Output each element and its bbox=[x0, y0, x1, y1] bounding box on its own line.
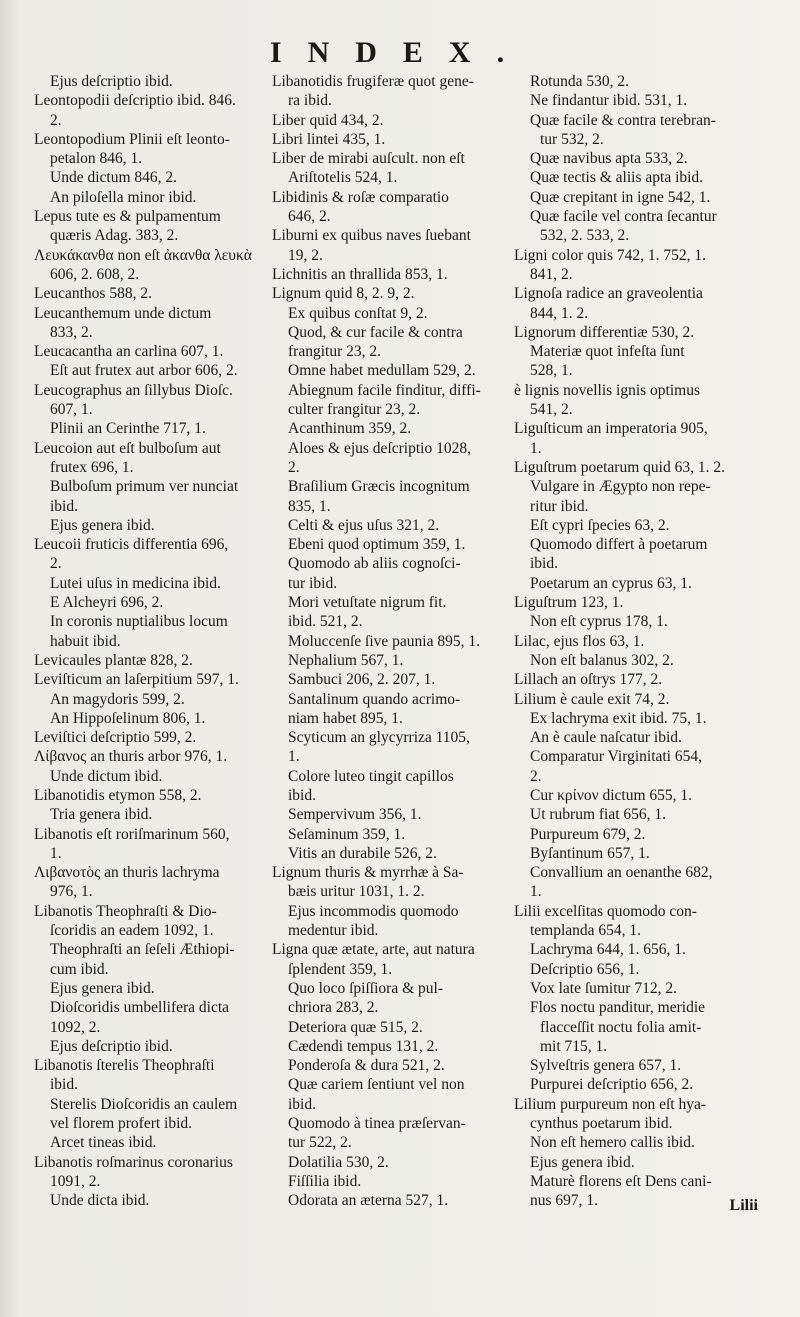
index-subentry: Bulboſum primum ver nunciat bbox=[50, 478, 239, 496]
index-subentry: cum ibid. bbox=[50, 960, 109, 978]
index-subentry: ibid. bbox=[50, 497, 78, 515]
index-entry: Λευκάκανθα non eſt ἀκανθα λευκὰ bbox=[34, 246, 252, 264]
index-subentry: Fiſſilia ibid. bbox=[288, 1172, 362, 1190]
index-column-left bbox=[34, 72, 270, 1211]
index-subentry: Dolatilia 530, 2. bbox=[288, 1153, 389, 1171]
index-subentry: Braſilium Græcis incognitum bbox=[288, 478, 470, 496]
index-entry: Lichnitis an thrallida 853, 1. bbox=[272, 265, 448, 283]
index-subentry: 2. bbox=[288, 458, 300, 476]
index-subentry: Quæ tectis & aliis apta ibid. bbox=[530, 169, 704, 187]
index-subentry: ibid. bbox=[50, 1076, 78, 1094]
index-entry: Libanotis eſt roriſmarinum 560, bbox=[34, 825, 230, 843]
index-subentry: Acanthinum 359, 2. bbox=[288, 420, 412, 438]
index-entry: Ligna quæ ætate, arte, aut natura bbox=[272, 941, 475, 959]
index-subentry: quæris Adag. 383, 2. bbox=[50, 227, 179, 245]
index-subentry: Ex lachryma exit ibid. 75, 1. bbox=[530, 709, 707, 727]
index-subentry: Sylveſtris genera 657, 1. bbox=[530, 1057, 682, 1075]
index-entry: Ligni color quis 742, 1. 752, 1. bbox=[514, 246, 707, 264]
index-entry: Libanotis roſmarinus coronarius bbox=[34, 1153, 233, 1171]
index-subentry: Moluccenſe ſive paunia 895, 1. bbox=[288, 632, 480, 650]
index-subentry: Poetarum an cyprus 63, 1. bbox=[530, 574, 692, 592]
index-subentry: 1. bbox=[288, 748, 300, 766]
index-entry: Leontopodium Plinii eſt leonto- bbox=[34, 130, 230, 148]
index-subentry: An magydoris 599, 2. bbox=[50, 690, 185, 708]
index-entry: Lignum thuris & myrrhæ à Sa- bbox=[272, 864, 464, 882]
index-subentry: Rotunda 530, 2. bbox=[530, 73, 630, 90]
index-entry: Lignum quid 8, 2. 9, 2. bbox=[272, 285, 415, 303]
index-subentry: 835, 1. bbox=[288, 497, 331, 515]
index-subentry: ibid. bbox=[288, 786, 316, 804]
index-subentry: Abiegnum facile finditur, diffi- bbox=[288, 381, 481, 399]
index-entry: Liburni ex quibus naves ſuebant bbox=[272, 227, 471, 245]
index-subentry: Ponderoſa & dura 521, 2. bbox=[288, 1057, 445, 1075]
index-entry: Libanotis Theophraſti & Dio- bbox=[34, 902, 217, 920]
index-subentry: chriora 283, 2. bbox=[288, 999, 379, 1017]
index-subentry: Materiæ quot infeſta ſunt bbox=[530, 343, 685, 361]
index-entry: Libanotis ſterelis Theophraſti bbox=[34, 1057, 215, 1075]
index-subentry: 19, 2. bbox=[288, 246, 323, 264]
index-entry: Lillach an oſtrys 177, 2. bbox=[514, 671, 663, 689]
index-subentry: Odorata an æterna 527, 1. bbox=[288, 1192, 449, 1210]
index-subentry: Vitis an durabile 526, 2. bbox=[288, 844, 437, 862]
index-entry: Leucacantha an carlina 607, 1. bbox=[34, 343, 224, 361]
index-subentry: Ne findantur ibid. 531, 1. bbox=[530, 92, 688, 110]
index-subentry: Deſcriptio 656, 1. bbox=[530, 960, 640, 978]
index-subentry: Ejus deſcriptio ibid. bbox=[50, 1037, 173, 1055]
index-subentry: Byſantinum 657, 1. bbox=[530, 844, 650, 862]
index-subentry: Cur κρίνον dictum 655, 1. bbox=[530, 786, 693, 804]
index-subentry: 1. bbox=[50, 844, 62, 862]
index-subentry: Maturè florens eſt Dens cani- bbox=[530, 1172, 712, 1190]
index-subentry: Unde dictum 846, 2. bbox=[50, 169, 177, 187]
index-subentry: Seſaminum 359, 1. bbox=[288, 825, 406, 843]
index-subentry: 844, 1. 2. bbox=[530, 304, 589, 322]
index-subentry: Quod, & cur facile & contra bbox=[288, 323, 463, 341]
index-subentry: Ebeni quod optimum 359, 1. bbox=[288, 536, 466, 554]
index-subentry: bæis uritur 1031, 1. 2. bbox=[288, 883, 425, 901]
index-entry: Leucanthos 588, 2. bbox=[34, 285, 152, 303]
index-entry: Liguſtrum poetarum quid 63, 1. 2. bbox=[514, 458, 725, 476]
index-entry: Λίβανος an thuris arbor 976, 1. bbox=[34, 748, 228, 766]
index-subentry: 2. bbox=[50, 111, 62, 129]
index-entry: Liber de mirabi auſcult. non eſt bbox=[272, 150, 465, 168]
index-subentry: Omne habet medullam 529, 2. bbox=[288, 362, 476, 380]
index-entry: Libidinis & roſæ comparatio bbox=[272, 188, 449, 206]
index-subentry: Lutei uſus in medicina ibid. bbox=[50, 574, 221, 592]
index-entry: Leviſticum an laſerpitium 597, 1. bbox=[34, 671, 239, 689]
index-entry: Lilac, ejus flos 63, 1. bbox=[514, 632, 645, 650]
index-subentry: Ejus deſcriptio ibid. bbox=[50, 73, 173, 90]
index-subentry: Convallium an oenanthe 682, bbox=[530, 864, 713, 882]
index-subentry: 976, 1. bbox=[50, 883, 93, 901]
index-subentry: tur ibid. bbox=[288, 574, 338, 592]
catchword: Lilii bbox=[729, 1197, 758, 1214]
index-entry: Λιβανοτὸς an thuris lachryma bbox=[34, 864, 220, 882]
index-subentry: Eſt aut frutex aut arbor 606, 2. bbox=[50, 362, 238, 380]
index-entry: è lignis novellis ignis optimus bbox=[514, 381, 701, 399]
index-subentry: culter frangitur 23, 2. bbox=[288, 401, 421, 419]
index-subentry: Tria genera ibid. bbox=[50, 806, 153, 824]
index-entry: Leviſtici deſcriptio 599, 2. bbox=[34, 729, 197, 747]
index-subentry: 833, 2. bbox=[50, 323, 93, 341]
index-subentry: petalon 846, 1. bbox=[50, 150, 143, 168]
index-subentry: Scyticum an glycyrriza 1105, bbox=[288, 729, 470, 747]
index-entry: Lignorum differentiæ 530, 2. bbox=[514, 323, 695, 341]
index-subentry: Ejus genera ibid. bbox=[530, 1153, 635, 1171]
index-subentry: 541, 2. bbox=[530, 401, 573, 419]
index-subentry: Deteriora quæ 515, 2. bbox=[288, 1018, 423, 1036]
index-subentry: Quomodo ab aliis cognoſci- bbox=[288, 555, 461, 573]
index-subentry: Quæ navibus apta 533, 2. bbox=[530, 150, 688, 168]
index-subentry: flacceſſit noctu folia amit- bbox=[540, 1018, 702, 1036]
index-subentry: Unde dicta ibid. bbox=[50, 1192, 150, 1210]
index-subentry: Theophraſti an ſeſeli Æthiopi- bbox=[50, 941, 235, 959]
index-subentry: Lachryma 644, 1. 656, 1. bbox=[530, 941, 686, 959]
index-entry: Leucographus an ſillybus Dioſc. bbox=[34, 381, 233, 399]
index-subentry: Celti & ejus uſus 321, 2. bbox=[288, 516, 440, 534]
index-entry: Lilium è caule exit 74, 2. bbox=[514, 690, 670, 708]
index-subentry: An è caule naſcatur ibid. bbox=[530, 729, 682, 747]
index-subentry: 606, 2. 608, 2. bbox=[50, 265, 140, 283]
index-subentry: Quæ crepitant in igne 542, 1. bbox=[530, 188, 711, 206]
index-subentry: ſcoridis an eadem 1092, 1. bbox=[50, 922, 214, 940]
index-subentry: Quomodo differt à poetarum bbox=[530, 536, 708, 554]
index-subentry: ibid. bbox=[288, 1095, 316, 1113]
index-entry: Liguſtrum 123, 1. bbox=[514, 594, 624, 612]
index-entry: Leucoii fruticis differentia 696, bbox=[34, 536, 229, 554]
index-subentry: Vulgare in Ægypto non repe- bbox=[530, 478, 711, 496]
index-entry: Liber quid 434, 2. bbox=[272, 111, 384, 129]
index-entry: Libanotidis etymon 558, 2. bbox=[34, 786, 202, 804]
index-entry: Levicaules plantæ 828, 2. bbox=[34, 651, 193, 669]
index-subentry: Aloes & ejus deſcriptio 1028, bbox=[288, 439, 471, 457]
index-subentry: Plinii an Cerinthe 717, 1. bbox=[50, 420, 206, 438]
index-subentry: Sambuci 206, 2. 207, 1. bbox=[288, 671, 436, 689]
index-subentry: vel florem profert ibid. bbox=[50, 1115, 193, 1133]
index-subentry: 2. bbox=[50, 555, 62, 573]
index-subentry: cynthus poetarum ibid. bbox=[530, 1115, 673, 1133]
index-entry: Liguſticum an imperatoria 905, bbox=[514, 420, 708, 438]
index-subentry: Arcet tineas ibid. bbox=[50, 1134, 157, 1152]
index-subentry: templanda 654, 1. bbox=[530, 922, 642, 940]
index-subentry: Quæ facile & contra terebran- bbox=[530, 111, 716, 129]
index-subentry: ibid. bbox=[530, 555, 558, 573]
index-subentry: Ejus genera ibid. bbox=[50, 516, 155, 534]
index-subentry: Cædendi tempus 131, 2. bbox=[288, 1037, 439, 1055]
index-entry: Leucoion aut eſt bulboſum aut bbox=[34, 439, 221, 457]
index-subentry: ibid. 521, 2. bbox=[288, 613, 363, 631]
index-subentry: frutex 696, 1. bbox=[50, 458, 134, 476]
index-subentry: Unde dictum ibid. bbox=[50, 767, 163, 785]
index-subentry: Ariſtotelis 524, 1. bbox=[288, 169, 398, 187]
index-subentry: ritur ibid. bbox=[530, 497, 589, 515]
index-subentry: 532, 2. 533, 2. bbox=[540, 227, 630, 245]
index-subentry: Non eſt cyprus 178, 1. bbox=[530, 613, 668, 631]
index-entry: Lilii excelſitas quomodo con- bbox=[514, 902, 697, 920]
index-subentry: Sempervivum 356, 1. bbox=[288, 806, 422, 824]
index-entry: Leucanthemum unde dictum bbox=[34, 304, 212, 322]
index-subentry: 528, 1. bbox=[530, 362, 573, 380]
index-subentry: 1. bbox=[530, 439, 542, 457]
index-subentry: Vox late ſumitur 712, 2. bbox=[530, 979, 677, 997]
index-subentry: habuit ibid. bbox=[50, 632, 121, 650]
index-subentry: tur 532, 2. bbox=[540, 130, 604, 148]
index-subentry: Ejus genera ibid. bbox=[50, 979, 155, 997]
index-subentry: Ut rubrum fiat 656, 1. bbox=[530, 806, 667, 824]
index-subentry: frangitur 23, 2. bbox=[288, 343, 381, 361]
index-subentry: 1. bbox=[530, 883, 542, 901]
index-subentry: Dioſcoridis umbellifera dicta bbox=[50, 999, 230, 1017]
index-column-middle bbox=[272, 72, 512, 1211]
index-subentry: Sterelis Dioſcoridis an caulem bbox=[50, 1095, 238, 1113]
index-entry: Lignoſa radice an graveolentia bbox=[514, 285, 703, 303]
index-entry: Libri lintei 435, 1. bbox=[272, 130, 386, 148]
index-subentry: ſplendent 359, 1. bbox=[288, 960, 393, 978]
index-subentry: Santalinum quando acrimo- bbox=[288, 690, 461, 708]
index-subentry: Non eſt hemero callis ibid. bbox=[530, 1134, 695, 1152]
index-subentry: Ex quibus conſtat 9, 2. bbox=[288, 304, 428, 322]
index-subentry: 1091, 2. bbox=[50, 1172, 101, 1190]
index-subentry: Flos noctu panditur, meridie bbox=[530, 999, 706, 1017]
index-subentry: Ejus incommodis quomodo bbox=[288, 902, 459, 920]
index-subentry: medentur ibid. bbox=[288, 922, 379, 940]
index-subentry: Eſt cypri ſpecies 63, 2. bbox=[530, 516, 670, 534]
index-subentry: Non eſt balanus 302, 2. bbox=[530, 651, 674, 669]
index-subentry: In coronis nuptialibus locum bbox=[50, 613, 228, 631]
index-subentry: Purpureum 679, 2. bbox=[530, 825, 646, 843]
index-subentry: Quomodo à tinea præſervan- bbox=[288, 1115, 466, 1133]
index-entry: Lilium purpureum non eſt hya- bbox=[514, 1095, 706, 1113]
index-entry: Lepus tute es & pulpamentum bbox=[34, 208, 221, 226]
index-subentry: Quæ cariem ſentiunt vel non bbox=[288, 1076, 465, 1094]
index-subentry: E Alcheyri 696, 2. bbox=[50, 594, 164, 612]
index-subentry: Quæ facile vel contra ſecantur bbox=[530, 208, 717, 226]
index-subentry: niam habet 895, 1. bbox=[288, 709, 403, 727]
index-subentry: Comparatur Virginitati 654, bbox=[530, 748, 702, 766]
index-subentry: 1092, 2. bbox=[50, 1018, 101, 1036]
index-subentry: 607, 1. bbox=[50, 401, 93, 419]
index-subentry: 646, 2. bbox=[288, 208, 331, 226]
index-subentry: 2. bbox=[530, 767, 542, 785]
index-subentry: 841, 2. bbox=[530, 265, 573, 283]
index-subentry: tur 522, 2. bbox=[288, 1134, 352, 1152]
index-column-right bbox=[514, 72, 776, 1211]
index-subentry: Purpurei deſcriptio 656, 2. bbox=[530, 1076, 694, 1094]
index-subentry: Mori vetuſtate nigrum fit. bbox=[288, 594, 447, 612]
index-subentry: mit 715, 1. bbox=[540, 1037, 608, 1055]
index-subentry: Quo loco ſpiſſiora & pul- bbox=[288, 979, 443, 997]
index-subentry: An Hippoſelinum 806, 1. bbox=[50, 709, 206, 727]
page-title: INDEX. bbox=[269, 36, 531, 69]
index-subentry: Nephalium 567, 1. bbox=[288, 651, 404, 669]
index-subentry: Colore luteo tingit capillos bbox=[288, 767, 454, 785]
index-entry: Leontopodii deſcriptio ibid. 846. bbox=[34, 92, 236, 110]
index-subentry: nus 697, 1. bbox=[530, 1192, 599, 1210]
index-subentry: An piloſella minor ibid. bbox=[50, 188, 197, 206]
index-subentry: ra ibid. bbox=[288, 92, 332, 110]
index-entry: Libanotidis frugiferæ quot gene- bbox=[272, 73, 474, 90]
